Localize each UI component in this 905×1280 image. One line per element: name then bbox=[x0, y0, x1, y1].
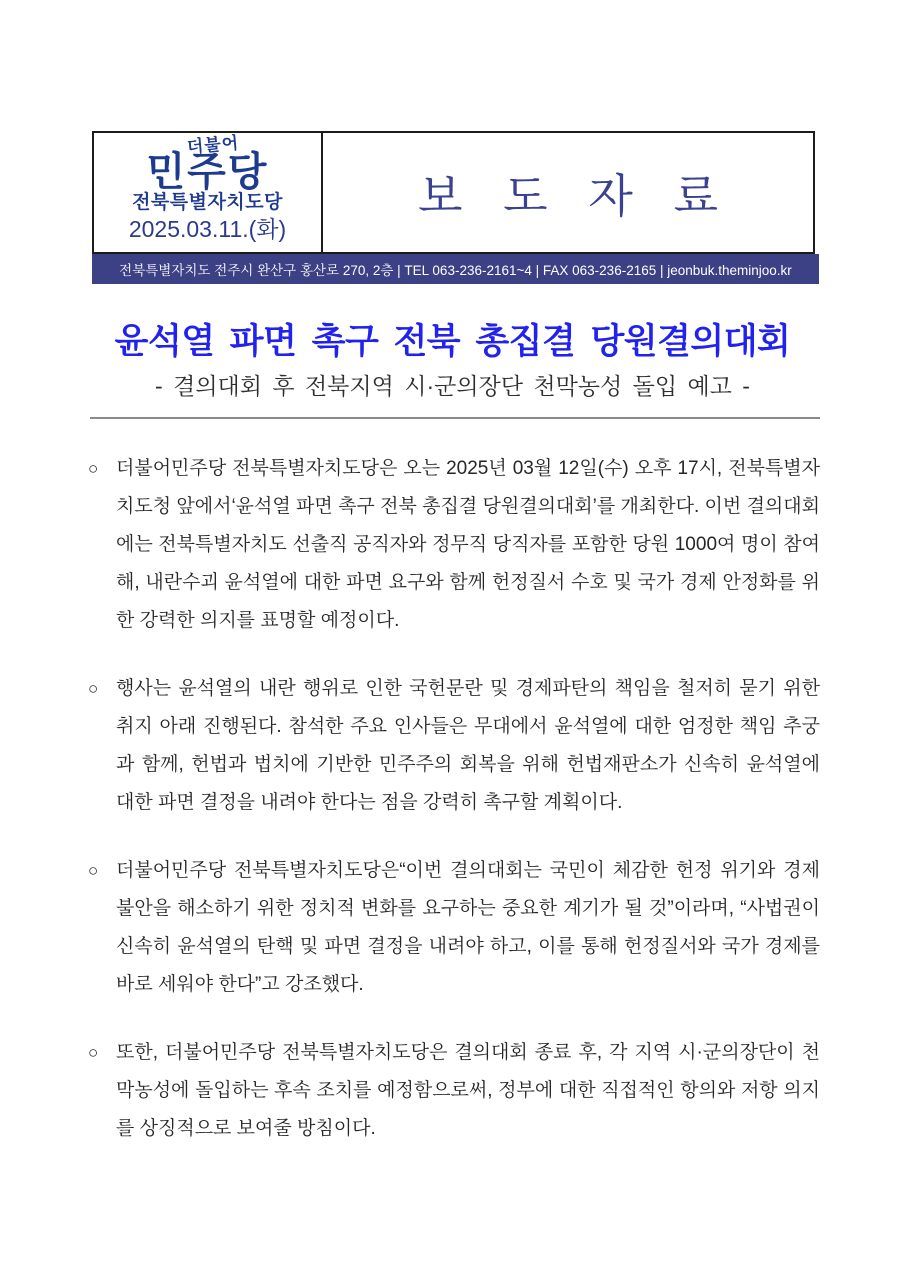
paragraph-text: 더불어민주당 전북특별자치도당은 오는 2025년 03월 12일(수) 오후 17시, 전북특별자치도청 앞에서‘윤석열 파면 촉구 전북 총집결 당원결의대회’를 개최한다. 이번 결의대회에는 전북특별자치도 선출직 공직자와 정무직 당직자를 포함한 당원 1000여 명이 참여해, 내란수괴 윤석열에 대한 파면 요구와 함께 헌정질서 수호 및 국가 경제 안정화를 위한 강력한 의지를 표명할 예정이다. bbox=[116, 458, 820, 631]
contact-bar bbox=[92, 254, 819, 284]
body-paragraph-2 bbox=[88, 670, 820, 822]
document-date: 2025.03.11.(화) bbox=[128, 215, 287, 242]
bullet-circle-icon: ○ bbox=[88, 1043, 99, 1062]
press-title: 윤석열 파면 촉구 전북 총집결 당원결의대회 bbox=[114, 322, 791, 361]
body-paragraph-1 bbox=[88, 450, 820, 640]
divider-rule bbox=[90, 417, 820, 419]
doc-type-label: 보 도 자 료 bbox=[417, 169, 733, 222]
paragraph-text: 행사는 윤석열의 내란 행위로 인한 국헌문란 및 경제파탄의 책임을 철저히 묻기 위한 취지 아래 진행된다. 참석한 주요 인사들은 무대에서 윤석열에 대한 엄정한 책임 추궁과 함께, 헌법과 법치에 기반한 민주주의 회복을 위해 헌법재판소가 신속히 윤석열에 대한 파면 결정을 내려야 한다는 점을 강력히 촉구할 계획이다. bbox=[116, 678, 820, 813]
paragraph-text: 또한, 더불어민주당 전북특별자치도당은 결의대회 종료 후, 각 지역 시·군의장단이 천막농성에 돌입하는 후속 조치를 예정함으로써, 정부에 대한 직접적인 항의와 저항 의지를 상징적으로 보여줄 방침이다. bbox=[116, 1042, 820, 1139]
paragraph-text: 더불어민주당 전북특별자치도당은“이번 결의대회는 국민이 체감한 헌정 위기와 경제 불안을 해소하기 위한 정치적 변화를 요구하는 중요한 계기가 될 것”이라며, “사법권이 신속히 윤석열의 탄핵 및 파면 결정을 내려야 하고, 이를 통해 헌정질서와 국가 경제를 바로 세워야 한다”고 강조했다. bbox=[116, 860, 820, 995]
bullet-circle-icon: ○ bbox=[88, 679, 99, 698]
body-paragraph-3 bbox=[88, 852, 820, 1004]
party-logo bbox=[94, 133, 323, 252]
logo-main-text: 민주당 bbox=[146, 150, 269, 194]
header-box bbox=[92, 131, 815, 254]
press-subtitle: - 결의대회 후 전북지역 시·군의장단 천막농성 돌입 예고 - bbox=[155, 373, 750, 399]
bullet-circle-icon: ○ bbox=[88, 861, 99, 880]
bullet-circle-icon: ○ bbox=[88, 459, 99, 478]
doc-type-cell bbox=[323, 133, 813, 252]
contact-info: 전북특별자치도 전주시 완산구 홍산로 270, 2층 | TEL 063-236-2161~4 | FAX 063-236-2165 | jeonbuk.theminjoo.kr bbox=[119, 263, 792, 278]
logo-script-text: 더불어 bbox=[186, 133, 241, 157]
press-body bbox=[88, 450, 820, 1178]
logo-sub-text: 전북특별자치도당 bbox=[132, 192, 283, 213]
body-paragraph-4 bbox=[88, 1034, 820, 1148]
